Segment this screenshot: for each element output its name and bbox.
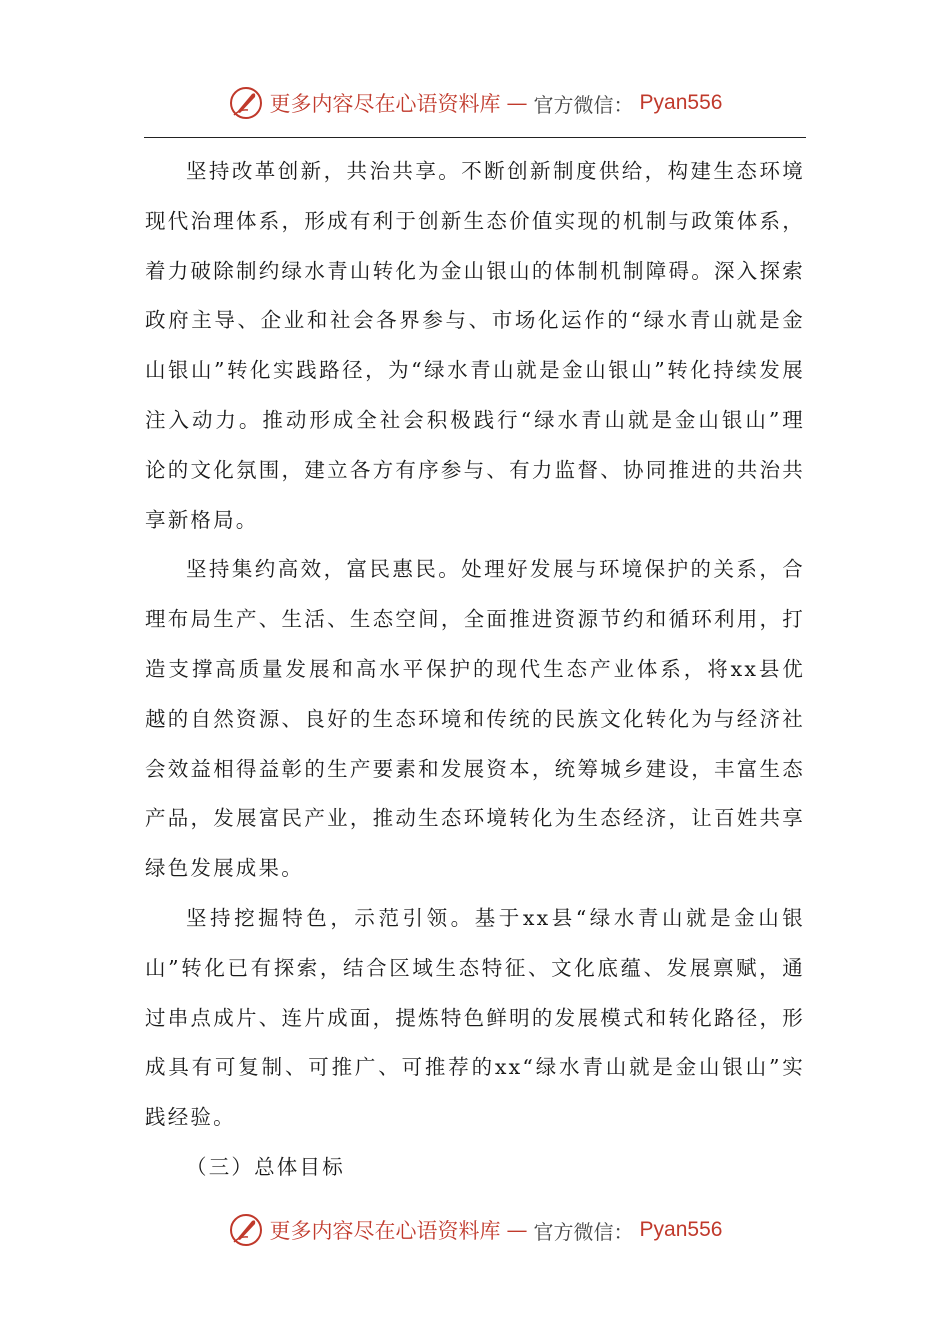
footer-banner — [0, 1210, 950, 1250]
footer-dash: — — [506, 1218, 528, 1242]
paragraph-featured-demonstration: 坚持挖掘特色，示范引领。基于xx县“绿水青山就是金山银山”转化已有探索，结合区域生态特征、文化底蕴、发展禀赋，通过串点成片、连片成面，提炼特色鲜明的发展模式和转化路径，形成具有可复制、可推广、可推荐的xx“绿水青山就是金山银山”实践经验。 — [145, 905, 805, 1130]
header-wechat-id: Pyan556 — [639, 91, 723, 114]
quill-pen-logo-icon — [228, 85, 264, 121]
footer-wechat-id: Pyan556 — [639, 1218, 723, 1241]
header-dash: — — [506, 91, 528, 115]
paragraph-reform-innovation: 坚持改革创新，共治共享。不断创新制度供给，构建生态环境现代治理体系，形成有利于创新生态价值实现的机制与政策体系，着力破除制约绿水青山转化为金山银山的体制机制障碍。深入探索政府主导、企业和社会各界参与、市场化运作的“绿水青山就是金山银山”转化实践路径，为“绿水青山就是金山银山”转化持续发展注入动力。推动形成全社会积极践行“绿水青山就是金山银山”理论的文化氛围，建立各方有序参与、有力监督、协同推进的共治共享新格局。 — [145, 159, 805, 532]
header-wechat-label: 官方微信： — [533, 92, 634, 117]
paragraph-intensive-efficiency: 坚持集约高效，富民惠民。处理好发展与环境保护的关系，合理布局生产、生活、生态空间，全面推进资源节约和循环利用，打造支撑高质量发展和高水平保护的现代生态产业体系，将xx县优越的自然资源、良好的生态环境和传统的民族文化转化为与经济社会效益相得益彰的生产要素和发展资本，统筹城乡建设，丰富生态产品，发展富民产业，推动生态环境转化为生态经济，让百姓共享绿色发展成果。 — [145, 557, 805, 881]
header-divider — [144, 137, 806, 138]
header-banner — [0, 83, 950, 123]
footer-brand: 更多内容尽在心语资料库 — [269, 1219, 501, 1243]
document-body — [145, 147, 805, 1193]
section-heading-overall-goals: （三）总体目标 — [186, 1154, 345, 1179]
header-brand: 更多内容尽在心语资料库 — [269, 92, 501, 116]
footer-wechat-label: 官方微信： — [533, 1219, 634, 1244]
quill-pen-logo-icon — [228, 1212, 264, 1248]
